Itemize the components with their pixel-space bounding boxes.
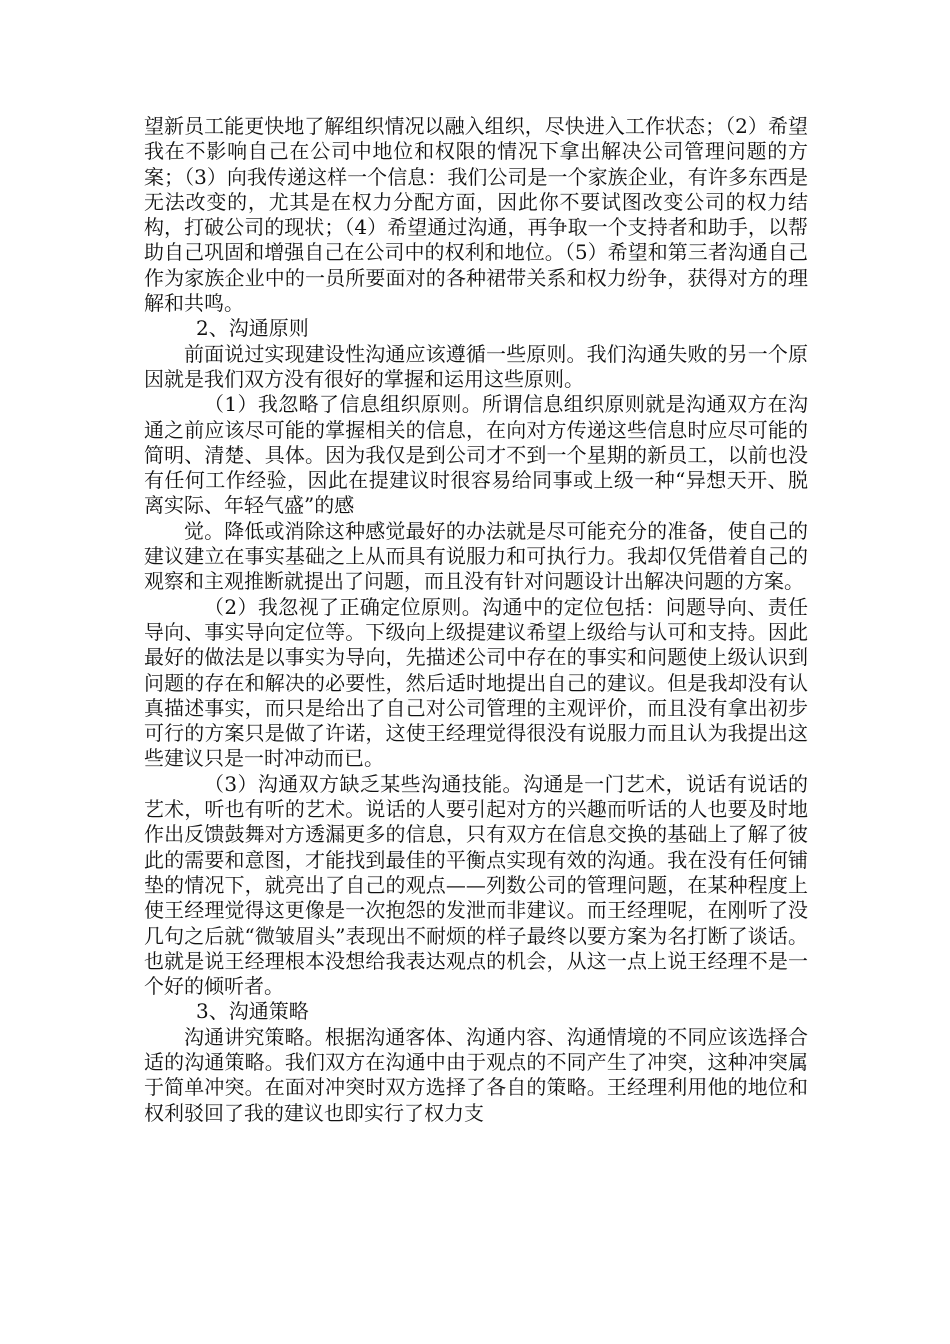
paragraph-principle-1: （1）我忽略了信息组织原则。所谓信息组织原则就是沟通双方在沟通之前应该尽可能的掌握相关的信息，在向对方传递这些信息时应尽可能的简明、清楚、具体。因为我仅是到公司才不到一个星期的新员工，以前也没有任何工作经验，因此在提建议时很容易给同事或上级一种“异想天开、脱离实际、年轻气盛”的感	[144, 392, 808, 518]
paragraph-principle-2: （2）我忽视了正确定位原则。沟通中的定位包括：问题导向、责任导向、事实导向定位等。下级向上级提建议希望上级给与认可和支持。因此最好的做法是以事实为导向，先描述公司中存在的事实和问题使上级认识到问题的存在和解决的必要性，然后适时地提出自己的建议。但是我却没有认真描述事实，而只是给出了自己对公司管理的主观评价，而且没有拿出初步可行的方案只是做了许诺，这使王经理觉得很没有说服力而且认为我提出这些建议只是一时冲动而已。	[144, 594, 808, 771]
paragraph-principle-3: （3）沟通双方缺乏某些沟通技能。沟通是一门艺术，说话有说话的艺术，听也有听的艺术。说话的人要引起对方的兴趣而听话的人也要及时地作出反馈鼓舞对方透漏更多的信息，只有双方在信息交换的基础上了解了彼此的需要和意图，才能找到最佳的平衡点实现有效的沟通。我在没有任何铺垫的情况下，就亮出了自己的观点——列数公司的管理问题，在某种程度上使王经理觉得这更像是一次抱怨的发泄而非建议。而王经理呢，在刚听了没几句之后就“微皱眉头”表现出不耐烦的样子最终以要方案为名打断了谈话。也就是说王经理根本没想给我表达观点的机会，从这一点上说王经理不是一个好的倾听者。	[144, 771, 808, 999]
document-body	[144, 114, 808, 1126]
paragraph-strategy: 沟通讲究策略。根据沟通客体、沟通内容、沟通情境的不同应该选择合适的沟通策略。我们双方在沟通中由于观点的不同产生了冲突，这种冲突属于简单冲突。在面对冲突时双方选择了各自的策略。王经理利用他的地位和权利驳回了我的建议也即实行了权力支	[144, 1024, 808, 1125]
paragraph-principle-1-continued: 觉。降低或消除这种感觉最好的办法就是尽可能充分的准备，使自己的建议建立在事实基础之上从而具有说服力和可执行力。我却仅凭借着自己的观察和主观推断就提出了问题，而且没有针对问题设计出解决问题的方案。	[144, 518, 808, 594]
section-heading-communication-principles: 2、沟通原则	[196, 316, 309, 341]
paragraph-principles-intro: 前面说过实现建设性沟通应该遵循一些原则。我们沟通失败的另一个原因就是我们双方没有很好的掌握和运用这些原则。	[144, 341, 808, 391]
paragraph-goals-continued: 望新员工能更快地了解组织情况以融入组织，尽快进入工作状态；（2）希望我在不影响自己在公司中地位和权限的情况下拿出解决公司管理问题的方案；（3）向我传递这样一个信息：我们公司是一个家族企业，有许多东西是无法改变的，尤其是在权力分配方面，因此你不要试图改变公司的权力结构，打破公司的现状；（4）希望通过沟通，再争取一个支持者和助手，以帮助自己巩固和增强自己在公司中的权利和地位。（5）希望和第三者沟通自己作为家族企业中的一员所要面对的各种裙带关系和权力纷争，获得对方的理解和共鸣。	[144, 114, 808, 316]
section-heading-communication-strategy: 3、沟通策略	[196, 999, 309, 1024]
